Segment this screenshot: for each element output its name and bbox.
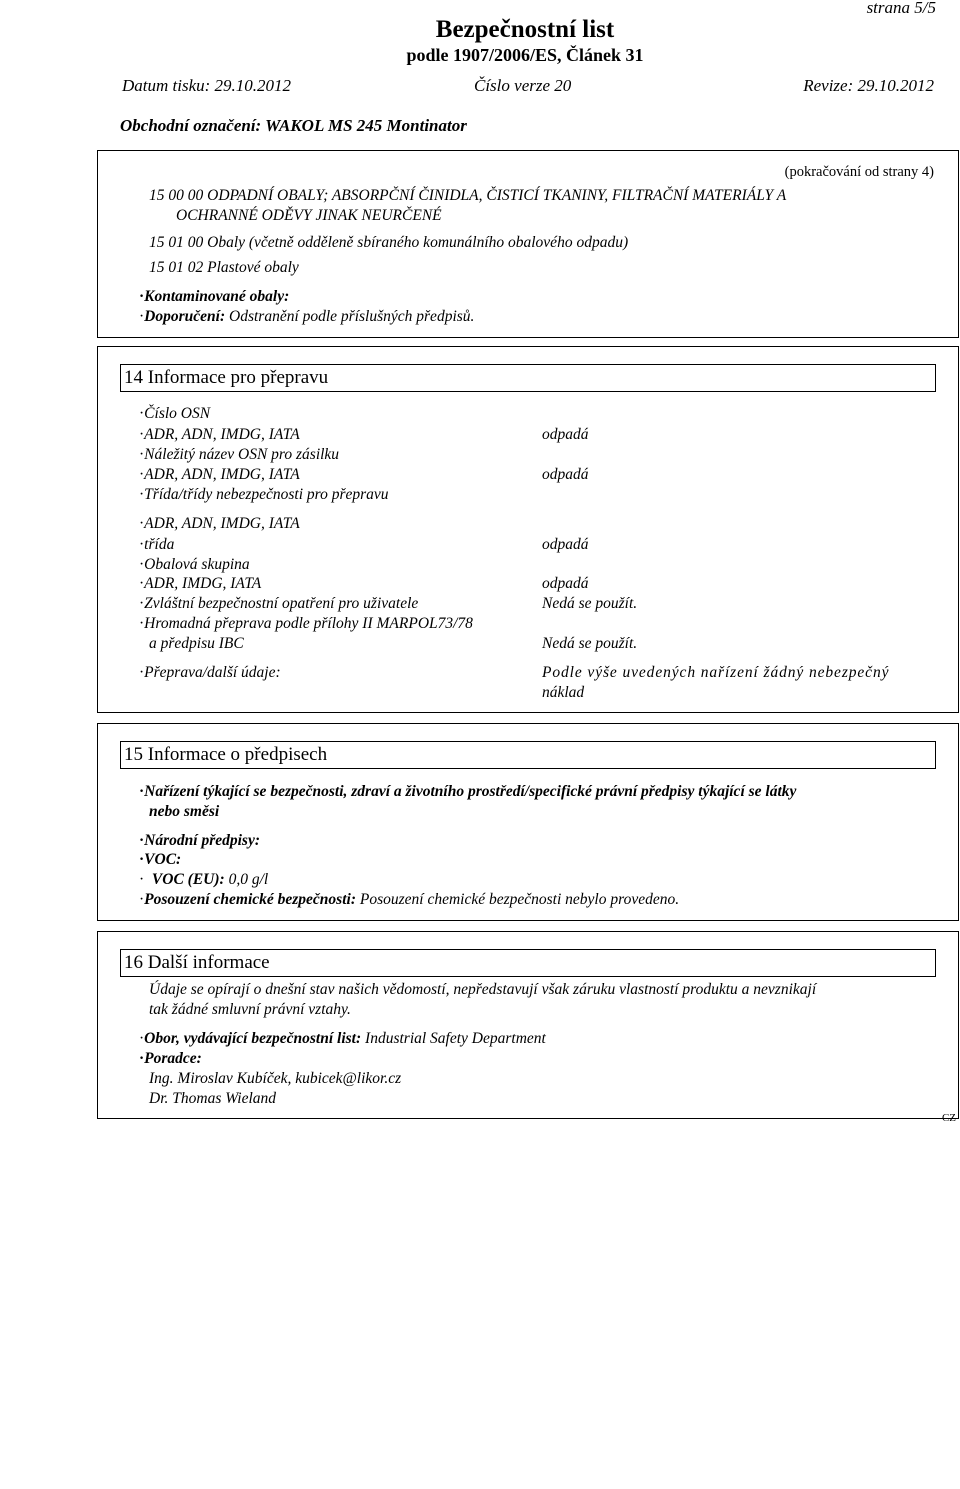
un-number-modes: · ADR, ADN, IMDG, IATA [139, 426, 300, 444]
shipping-name-label: · Náležitý název OSN pro zásilku [139, 446, 339, 464]
page-number: strana 5/5 [866, 0, 936, 17]
regulations-line-2: nebo směsi [149, 803, 220, 820]
voc-eu-row [139, 871, 268, 889]
special-precautions-label: · Zvláštní bezpečnostní opatření pro uživatele [139, 595, 418, 613]
department-row [139, 1030, 546, 1048]
recommendation-value: Odstranění podle příslušných předpisů. [229, 308, 475, 325]
document-subtitle: podle 1907/2006/ES, Článek 31 [406, 45, 644, 65]
department-value: Industrial Safety Department [365, 1030, 546, 1047]
hazard-class-modes: · ADR, ADN, IMDG, IATA [139, 515, 300, 533]
transport-other-line-1: Podle výše uvedených nařízení žádný nebezpečný [542, 664, 890, 681]
section-16-heading: 16 Další informace [120, 949, 936, 977]
un-number-value: odpadá [542, 426, 589, 443]
waste-code-line-3: 15 01 00 Obaly (včetně odděleně sbíraného komunálního obalového odpadu) [149, 234, 629, 251]
contact-line-2: Dr. Thomas Wieland [149, 1090, 277, 1107]
hazard-class-label: · Třída/třídy nebezpečnosti pro přepravu [139, 486, 389, 504]
document-title: Bezpečnostní list [435, 16, 615, 43]
department-label: Obor, vydávající bezpečnostní list: [144, 1030, 362, 1047]
transport-other-line-2: náklad [542, 684, 585, 701]
recommendation-label: Doporučení: [144, 308, 226, 325]
regulations-line-1: · Nařízení týkající se bezpečnosti, zdraví a životního prostředí/specifické právní předpisy týkající se látky [139, 783, 796, 801]
continuation-note: (pokračování od strany 4) [784, 164, 934, 180]
special-precautions-value: Nedá se použít. [542, 595, 638, 612]
waste-code-line-1: 15 00 00 ODPADNÍ OBALY; ABSORPČNÍ ČINIDLA, ČISTICÍ TKANINY, FILTRAČNÍ MATERIÁLY A [149, 187, 787, 204]
print-date: Datum tisku: 29.10.2012 [122, 76, 292, 95]
language-code: CZ [941, 1112, 956, 1124]
info-line-1: Údaje se opírají o dnešní stav našich vědomostí, nepředstavují však záruku vlastností produktu a nevznikají [149, 981, 817, 998]
waste-code-line-4: 15 01 02 Plastové obaly [149, 259, 299, 276]
trade-name: Obchodní označení: WAKOL MS 245 Montinator [120, 116, 467, 135]
version-number: Číslo verze 20 [474, 76, 572, 95]
transport-other-label: · Přeprava/další údaje: [139, 664, 281, 682]
bulk-transport-value: Nedá se použít. [542, 635, 638, 652]
bulk-transport-label-1: · Hromadná přeprava podle přílohy II MARPOL73/78 [139, 615, 473, 633]
waste-code-line-2: OCHRANNÉ ODĚVY JINAK NEURČENÉ [176, 207, 442, 224]
voc-label: · VOC: [139, 851, 181, 869]
packing-group-label: · Obalová skupina [139, 556, 250, 574]
national-regulations-label: · Národní předpisy: [139, 832, 260, 850]
chemical-safety-label: Posouzení chemické bezpečnosti: [144, 891, 356, 908]
voc-eu-label: VOC (EU): [151, 871, 225, 888]
shipping-name-value: odpadá [542, 466, 589, 483]
packing-group-modes: · ADR, IMDG, IATA [139, 575, 261, 593]
contact-label: · Poradce: [139, 1050, 202, 1068]
shipping-name-modes: · ADR, ADN, IMDG, IATA [139, 466, 300, 484]
class-label: · třída [139, 536, 174, 554]
packing-group-value: odpadá [542, 575, 589, 592]
contaminated-packaging-label: · Kontaminované obaly: [139, 288, 289, 306]
section-14-heading: 14 Informace pro přepravu [120, 364, 936, 392]
bulk-transport-label-2: a předpisu IBC [149, 635, 244, 652]
chemical-safety-value: Posouzení chemické bezpečnosti nebylo provedeno. [359, 891, 680, 908]
chemical-safety-row [139, 891, 679, 909]
recommendation-row [139, 308, 474, 326]
revision-date: Revize: 29.10.2012 [803, 76, 934, 95]
class-value: odpadá [542, 536, 589, 553]
info-line-2: tak žádné smluvní právní vztahy. [149, 1001, 351, 1018]
voc-eu-value: 0,0 g/l [228, 871, 269, 888]
contact-line-1: Ing. Miroslav Kubíček, kubicek@likor.cz [149, 1070, 402, 1087]
un-number-label: · Číslo OSN [139, 405, 210, 423]
section-15-heading: 15 Informace o předpisech [120, 741, 936, 769]
